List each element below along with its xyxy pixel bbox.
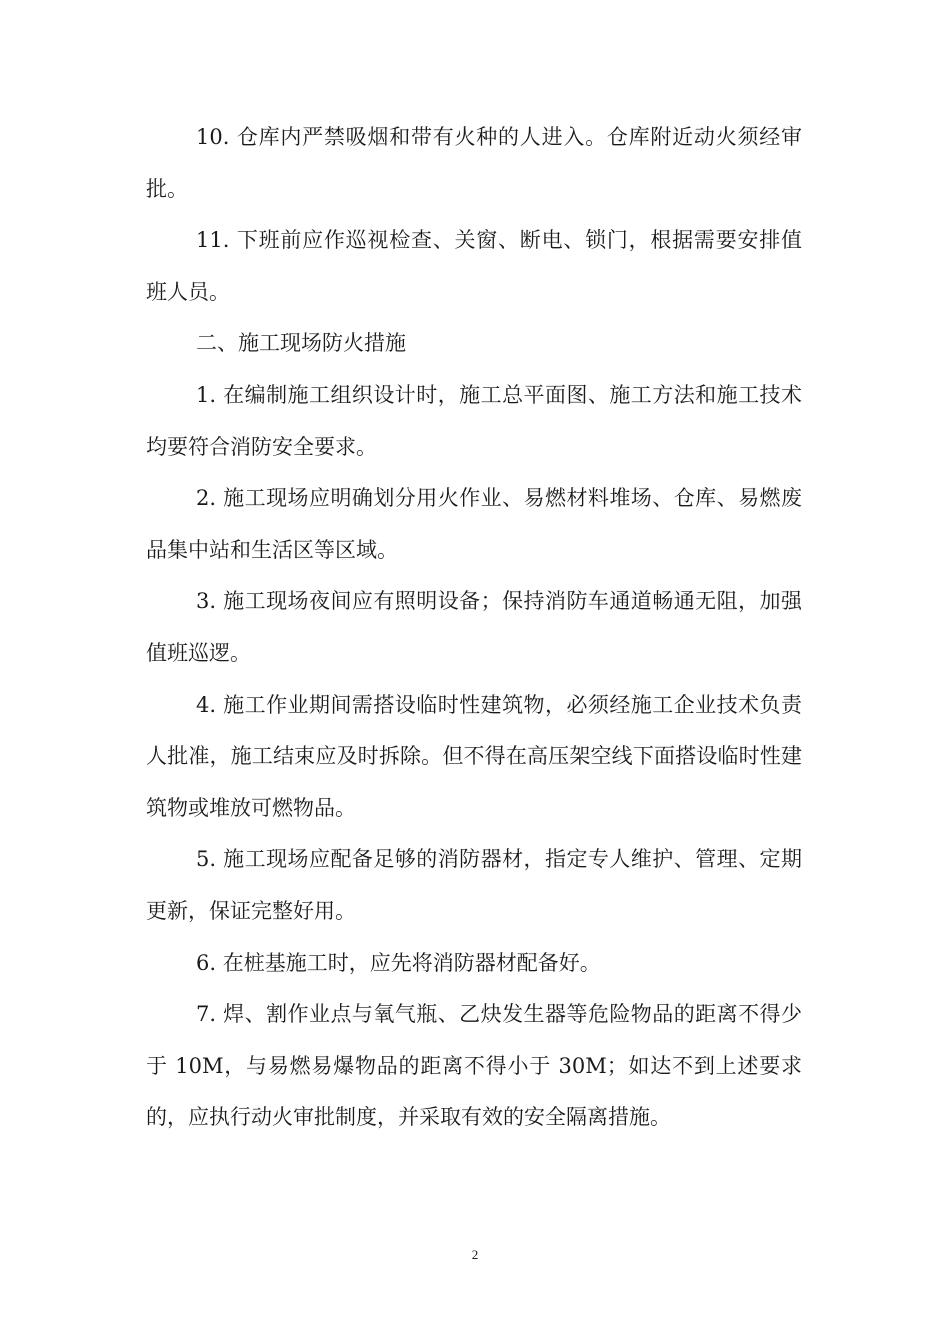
paragraph-night-lighting: 3. 施工现场夜间应有照明设备；保持消防车通道畅通无阻，加强值班巡逻。 [146, 589, 802, 665]
document-body [146, 112, 802, 1144]
page-number: 2 [471, 1247, 479, 1262]
paragraph-pile-foundation: 6. 在桩基施工时，应先将消防器材配备好。 [196, 950, 601, 975]
section-heading-site-fire-prevention: 二、施工现场防火措施 [196, 331, 406, 356]
paragraph-construction-design: 1. 在编制施工组织设计时，施工总平面图、施工方法和施工技术均要符合消防安全要求。 [146, 382, 802, 459]
paragraph-welding-distance: 7. 焊、割作业点与氧气瓶、乙炔发生器等危险物品的距离不得少于 10M，与易燃易爆物品的距离不得小于 30M；如达不到上述要求的，应执行动火审批制度，并采取有效的安全隔离措施。 [146, 1002, 802, 1130]
paragraph-temporary-buildings: 4. 施工作业期间需搭设临时性建筑物，必须经施工企业技术负责人批准，施工结束应及时拆除。但不得在高压架空线下面搭设临时性建筑物或堆放可燃物品。 [146, 692, 802, 820]
paragraph-fire-equipment: 5. 施工现场应配备足够的消防器材，指定专人维护、管理、定期更新，保证完整好用。 [146, 847, 802, 923]
paragraph-end-of-shift-check: 11. 下班前应作巡视检查、关窗、断电、锁门，根据需要安排值班人员。 [146, 228, 802, 304]
paragraph-zone-division: 2. 施工现场应明确划分用火作业、易燃材料堆场、仓库、易燃废品集中站和生活区等区域。 [146, 486, 802, 562]
paragraph-warehouse-smoking: 10. 仓库内严禁吸烟和带有火种的人进入。仓库附近动火须经审批。 [146, 125, 802, 201]
